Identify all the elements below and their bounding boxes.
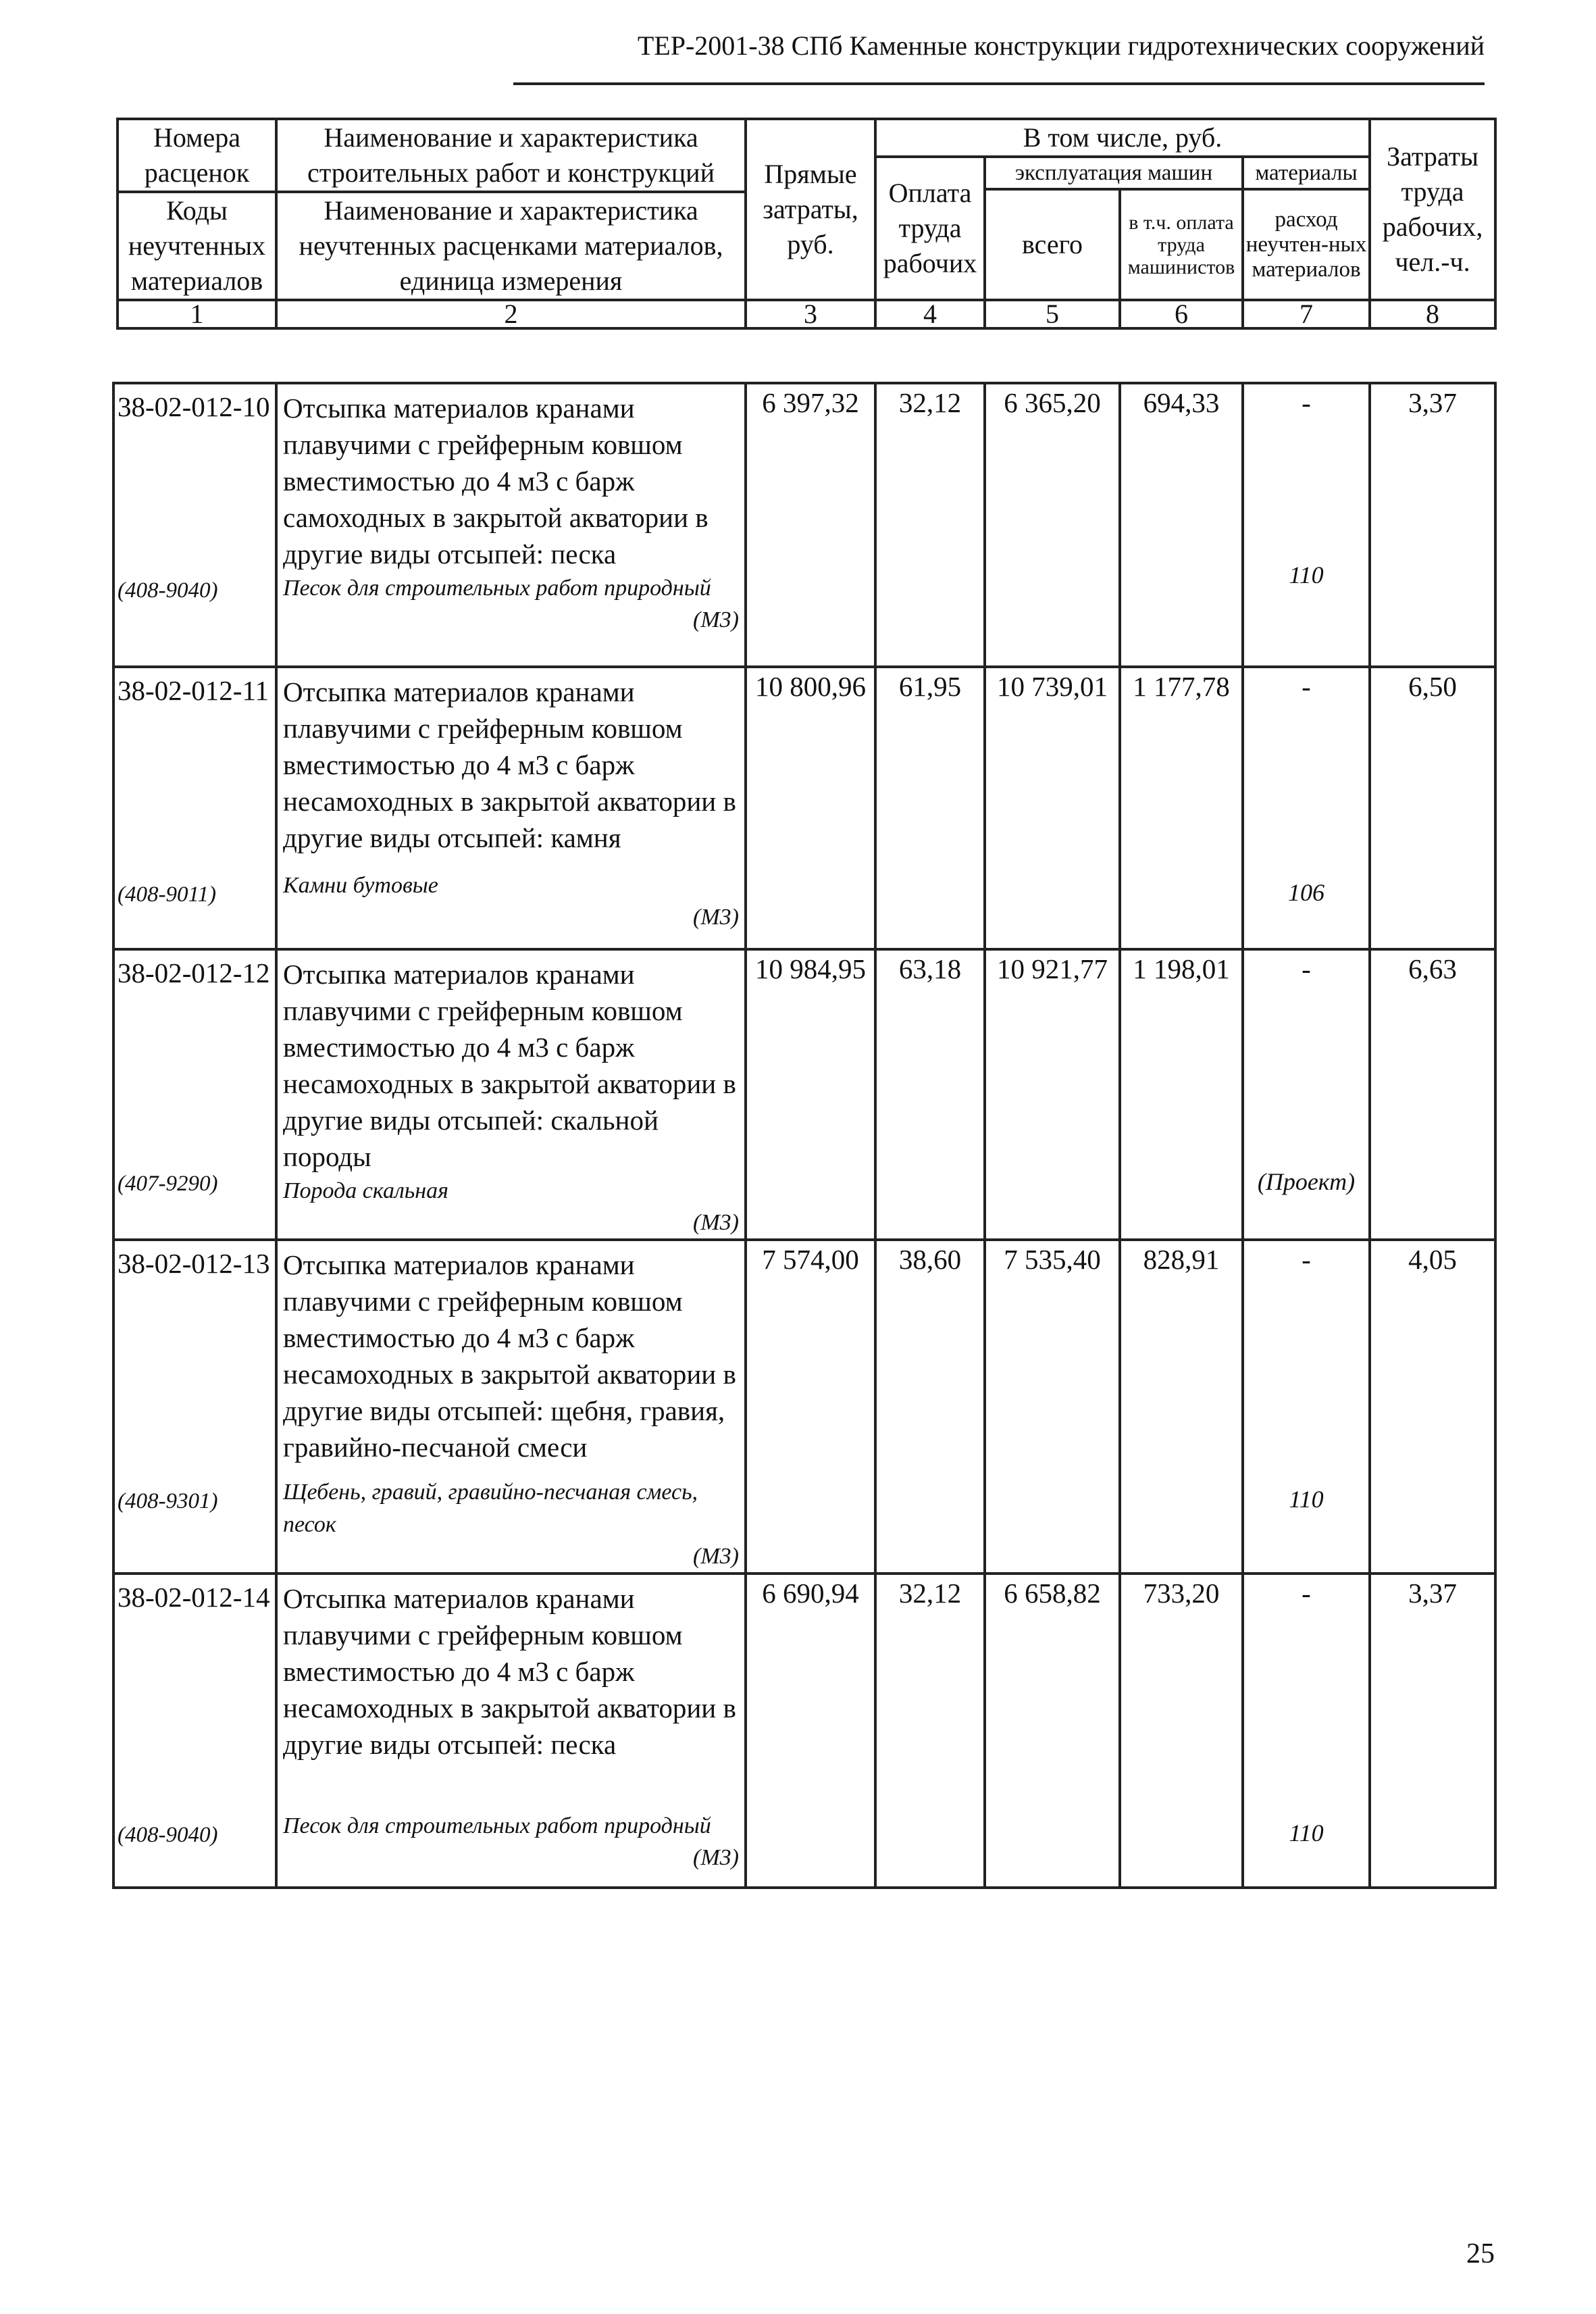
material-code: (408-9040) [118,578,218,603]
labor-pay: 32,12 [875,1574,985,1888]
machines-labor: 694,33 [1120,383,1243,667]
page-number: 25 [1466,2238,1495,2269]
table-row [113,667,1495,949]
machines-total: 6 658,82 [985,1574,1120,1888]
direct-costs: 10 800,96 [746,667,875,949]
rate-description: Отсыпка материалов кранами плавучими с грейферным ковшом вместимостью до 4 м3 с барж самоходных в закрытой акватории в другие виды отсыпей: песка [283,393,709,570]
materials-cost: - [1302,671,1311,702]
material-name: Песок для строительных работ природный [283,1813,711,1838]
materials-cell [1243,949,1370,1240]
rate-description-cell [276,667,746,949]
rate-code: 38-02-012-12 [118,957,270,988]
rate-code-cell [113,667,276,949]
labor-pay: 61,95 [875,667,985,949]
material-quantity: 110 [1289,1486,1324,1513]
materials-cell [1243,667,1370,949]
rate-description-cell [276,1574,746,1888]
rate-code: 38-02-012-11 [118,675,269,706]
labor-hours: 6,63 [1370,949,1495,1240]
machines-labor: 1 177,78 [1120,667,1243,949]
material-name: Щебень, гравий, гравийно-песчаная смесь, песок [283,1480,698,1537]
rate-description-cell [276,949,746,1240]
rate-code: 38-02-012-10 [118,391,270,422]
document-title: ТЕР-2001-38 СПб Каменные конструкции гидротехнических сооружений [637,30,1485,61]
material-code: (408-9301) [118,1489,218,1513]
rate-code: 38-02-012-13 [118,1248,270,1279]
header-labor-cost: Затраты труда рабочих, чел.-ч. [1370,119,1495,300]
machines-labor: 733,20 [1120,1574,1243,1888]
header-work-name: Наименование и характеристика строительных работ и конструкций [276,119,746,192]
labor-pay: 63,18 [875,949,985,1240]
materials-cost: - [1302,1244,1311,1275]
unit: (М3) [693,905,739,930]
column-number: 3 [746,300,875,328]
materials-cell [1243,383,1370,667]
machines-total: 10 739,01 [985,667,1120,949]
table-header [116,118,1497,330]
rate-description: Отсыпка материалов кранами плавучими с грейферным ковшом вместимостью до 4 м3 с барж несамоходных в закрытой акватории в другие виды отсыпей: щебня, гравия, гравийно-песчаной смеси [283,1249,736,1463]
machines-total: 10 921,77 [985,949,1120,1240]
materials-cost: - [1302,387,1311,418]
machines-total: 6 365,20 [985,383,1120,667]
machines-total: 7 535,40 [985,1240,1120,1574]
rate-description: Отсыпка материалов кранами плавучими с грейферным ковшом вместимостью до 4 м3 с барж несамоходных в закрытой акватории в другие виды отсыпей: камня [283,676,736,853]
material-quantity: 106 [1288,879,1324,906]
header-material-name: Наименование и характеристика неучтенных расценками материалов, единица измерения [276,192,746,300]
materials-cost: - [1302,1578,1311,1609]
material-code: (408-9011) [118,882,217,907]
labor-hours: 4,05 [1370,1240,1495,1574]
rate-description-cell [276,383,746,667]
direct-costs: 6 397,32 [746,383,875,667]
header-direct-costs: Прямые затраты, руб. [746,119,875,300]
unit: (М3) [693,1845,739,1870]
header-machines-incl-labor: в т.ч. оплата труда машинистов [1120,189,1243,300]
column-number: 6 [1120,300,1243,328]
material-name: Песок для строительных работ природный [283,576,711,601]
labor-hours: 3,37 [1370,1574,1495,1888]
header-uncounted-materials: расход неучтен-ных материалов [1243,189,1370,300]
material-quantity: (Проект) [1257,1168,1356,1195]
material-code: (407-9290) [118,1172,218,1196]
running-header [513,30,1485,85]
rate-code-cell [113,1240,276,1574]
column-number: 8 [1370,300,1495,328]
material-name: Камни бутовые [283,873,438,898]
rate-code-cell [113,1574,276,1888]
material-code: (408-9040) [118,1823,218,1847]
column-number: 7 [1243,300,1370,328]
rate-code-cell [113,383,276,667]
header-including: В том числе, руб. [875,119,1370,157]
table-row [113,1240,1495,1574]
column-number: 2 [276,300,746,328]
direct-costs: 10 984,95 [746,949,875,1240]
machines-labor: 828,91 [1120,1240,1243,1574]
rate-description: Отсыпка материалов кранами плавучими с грейферным ковшом вместимостью до 4 м3 с барж несамоходных в закрытой акватории в другие виды отсыпей: скальной породы [283,959,736,1172]
table-row [113,383,1495,667]
header-machines: эксплуатация машин [985,157,1243,189]
header-machines-total: всего [985,189,1120,300]
materials-cost: - [1302,953,1311,984]
labor-pay: 32,12 [875,383,985,667]
material-quantity: 110 [1289,561,1324,588]
column-number: 4 [875,300,985,328]
material-name: Порода скальная [283,1178,448,1203]
direct-costs: 7 574,00 [746,1240,875,1574]
material-quantity: 110 [1289,1819,1324,1846]
header-labor-pay: Оплата труда рабочих [875,157,985,300]
rate-code: 38-02-012-14 [118,1582,270,1613]
header-material-codes: Коды неучтенных материалов [118,192,276,300]
rate-code-cell [113,949,276,1240]
column-number: 1 [118,300,276,328]
table-row [113,1574,1495,1888]
labor-hours: 6,50 [1370,667,1495,949]
column-number: 5 [985,300,1120,328]
rates-table [112,382,1497,1889]
header-materials: материалы [1243,157,1370,189]
materials-cell [1243,1574,1370,1888]
header-rate-number: Номера расценок [118,119,276,192]
machines-labor: 1 198,01 [1120,949,1243,1240]
table-row [113,949,1495,1240]
unit: (М3) [693,607,739,632]
rate-description-cell [276,1240,746,1574]
labor-pay: 38,60 [875,1240,985,1574]
direct-costs: 6 690,94 [746,1574,875,1888]
materials-cell [1243,1240,1370,1574]
rate-description: Отсыпка материалов кранами плавучими с грейферным ковшом вместимостью до 4 м3 с барж несамоходных в закрытой акватории в другие виды отсыпей: песка [283,1583,736,1760]
unit: (М3) [693,1210,739,1235]
unit: (М3) [693,1544,739,1569]
labor-hours: 3,37 [1370,383,1495,667]
